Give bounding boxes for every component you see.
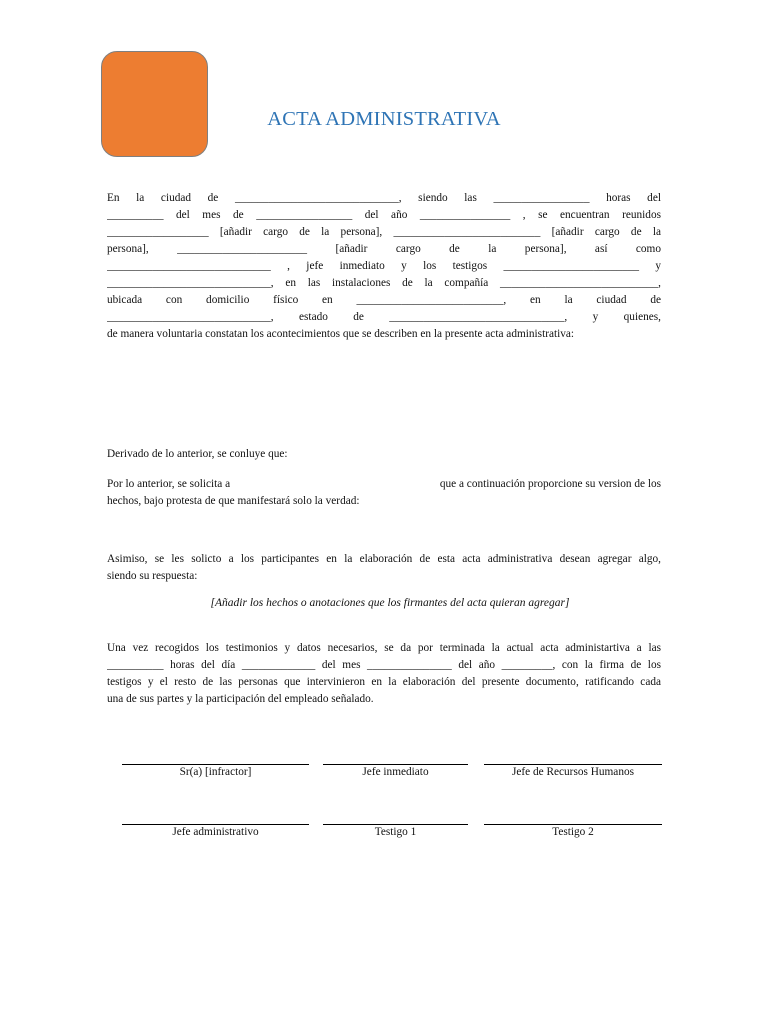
signature-label-testigo-2: Testigo 2 [552,826,594,838]
signature-line-testigo-1 [323,824,468,825]
solicita-line-1-start: Por lo anterior, se solicita a [107,478,231,490]
derivado-paragraph [107,446,661,463]
signature-line-infractor [122,764,309,765]
closing-line: __________ horas del día _____________ del mes _______________ del año _________, con la firma de los [107,659,661,671]
intro-line: En la ciudad de _____________________________, siendo las _________________ horas del [107,192,661,204]
asimismo-line-2: siendo su respuesta: [107,570,198,582]
signature-line-rrhh [484,764,662,765]
intro-line: _____________________________, estado de _______________________________, y quienes, [107,311,661,323]
intro-paragraph [107,190,661,343]
signature-label-infractor: Sr(a) [infractor] [179,766,252,778]
signature-label-testigo-1: Testigo 1 [374,826,417,838]
signature-line-testigo-2 [484,824,662,825]
signature-line-jefe-administrativo [122,824,309,825]
signature-label-jefe-inmediato: Jefe inmediato [362,766,429,778]
document-title [0,108,768,131]
intro-line: __________________ [añadir cargo de la persona], __________________________ [añadir cargo de la [107,226,661,238]
derivado-text: Derivado de lo anterior, se conluye que: [107,448,288,460]
logo-placeholder [101,51,208,157]
facts-placeholder-text: [Añadir los hechos o anotaciones que los firmantes del acta quieran agregar] [210,597,570,609]
solicita-line-2: hechos, bajo protesta de que manifestará solo la verdad: [107,495,360,507]
intro-line: _____________________________ , jefe inmediato y los testigos ________________________ y [107,260,661,272]
solicita-line-1-end: que a continuación proporcione su version de los [439,478,661,490]
closing-line: Una vez recogidos los testimonios y datos necesarios, se da por terminada la actual acta administartiva a las [107,642,661,654]
intro-last-line: de manera voluntaria constatan los acontecimientos que se describen en la presente acta administrativa: [107,328,575,340]
solicita-paragraph [107,476,661,510]
intro-line: _____________________________, en las instalaciones de la compañía ____________________________, [107,277,661,289]
signature-line-jefe-inmediato [323,764,468,765]
solicita-line-1 [107,476,661,493]
asimismo-paragraph [107,551,661,585]
signature-label-jefe-administrativo: Jefe administrativo [172,826,259,838]
signature-label-rrhh: Jefe de Recursos Humanos [511,766,635,778]
document-title-text: ACTA ADMINISTRATIVA [267,108,501,130]
intro-line: __________ del mes de _________________ del año ________________ , se encuentran reunidos [107,209,661,221]
facts-placeholder [0,597,768,609]
closing-last-line: una de sus partes y la participación del empleado señalado. [107,693,374,705]
closing-paragraph [107,640,661,708]
intro-line: ubicada con domicilio físico en __________________________, en la ciudad de [107,294,661,306]
asimismo-line-1: Asimiso, se les solicto a los participantes en la elaboración de esta acta administrativa desean agregar algo, [107,553,661,565]
intro-line: persona], _______________________ [añadir cargo de la persona], así como [107,243,661,255]
closing-line: testigos y el resto de las personas que intervinieron en la elaboración del presente documento, ratificando cada [107,676,661,688]
